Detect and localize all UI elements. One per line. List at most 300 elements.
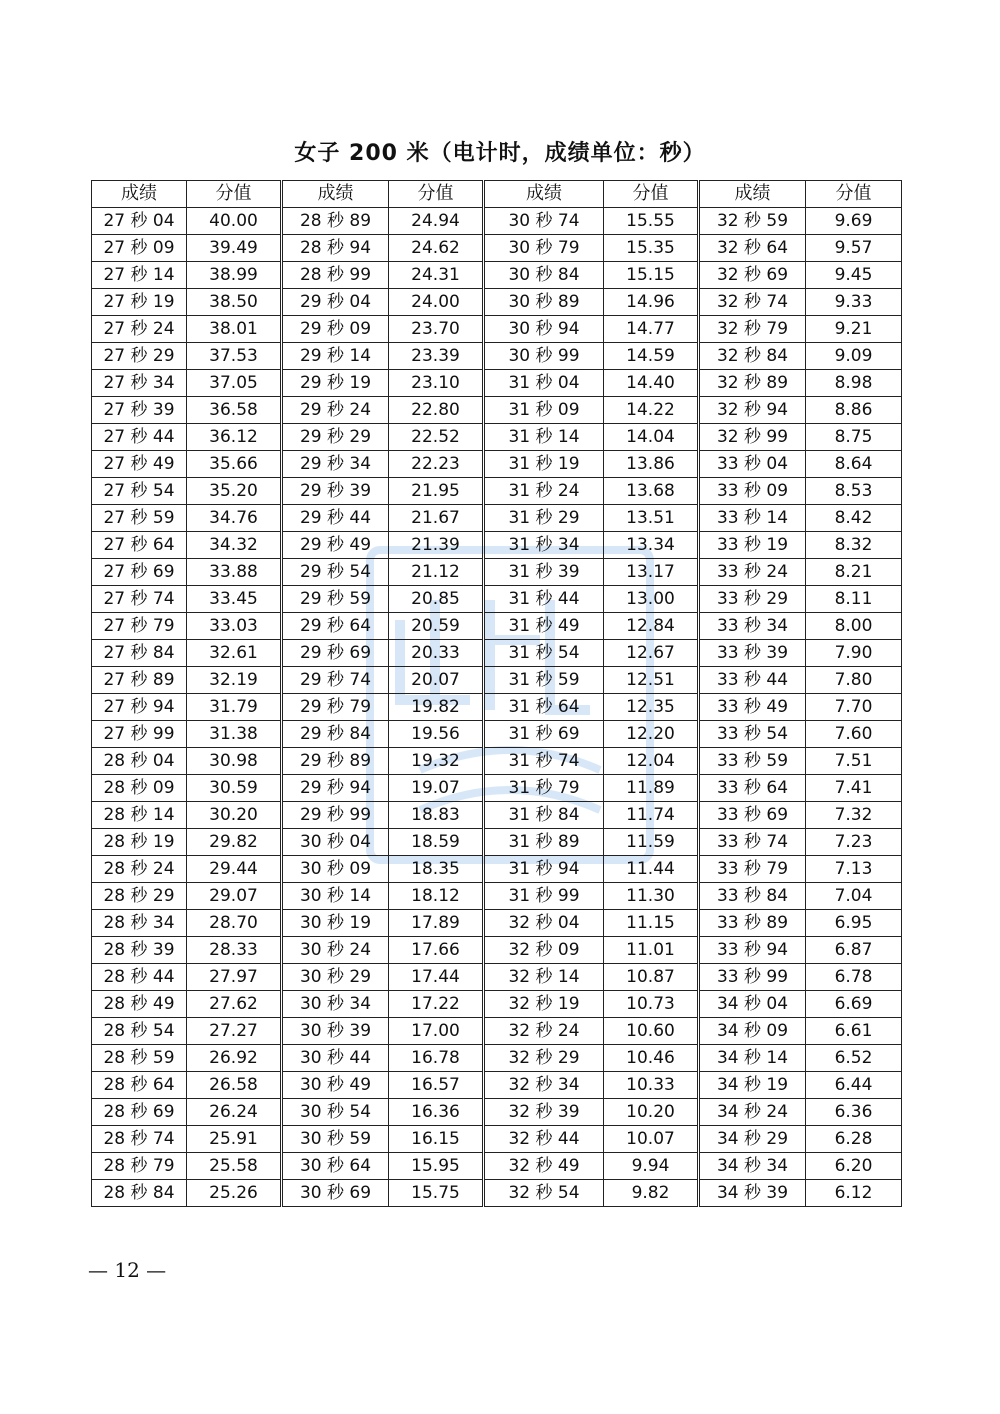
score-cell: 16.15 (389, 1126, 484, 1153)
score-cell: 22.23 (389, 451, 484, 478)
score-cell: 13.51 (604, 505, 699, 532)
time-cell: 34 秒 24 (699, 1099, 806, 1126)
score-cell: 7.04 (806, 883, 902, 910)
time-cell: 33 秒 84 (699, 883, 806, 910)
score-cell: 10.60 (604, 1018, 699, 1045)
score-cell: 14.59 (604, 343, 699, 370)
time-cell: 27 秒 29 (92, 343, 187, 370)
score-cell: 13.68 (604, 478, 699, 505)
time-cell: 32 秒 29 (484, 1045, 604, 1072)
score-cell: 29.82 (187, 829, 282, 856)
time-cell: 28 秒 09 (92, 775, 187, 802)
time-cell: 29 秒 14 (282, 343, 389, 370)
score-cell: 40.00 (187, 208, 282, 235)
time-cell: 31 秒 44 (484, 586, 604, 613)
time-cell: 32 秒 69 (699, 262, 806, 289)
time-cell: 33 秒 24 (699, 559, 806, 586)
time-cell: 29 秒 44 (282, 505, 389, 532)
score-cell: 7.32 (806, 802, 902, 829)
score-cell: 8.32 (806, 532, 902, 559)
score-cell: 15.55 (604, 208, 699, 235)
score-cell: 31.38 (187, 721, 282, 748)
time-cell: 30 秒 19 (282, 910, 389, 937)
table-row (92, 883, 902, 910)
time-cell: 29 秒 89 (282, 748, 389, 775)
time-cell: 33 秒 04 (699, 451, 806, 478)
table-row (92, 1018, 902, 1045)
time-cell: 31 秒 79 (484, 775, 604, 802)
time-cell: 31 秒 24 (484, 478, 604, 505)
score-cell: 22.52 (389, 424, 484, 451)
table-row (92, 937, 902, 964)
score-cell: 32.19 (187, 667, 282, 694)
time-cell: 27 秒 99 (92, 721, 187, 748)
time-cell: 28 秒 99 (282, 262, 389, 289)
time-cell: 29 秒 79 (282, 694, 389, 721)
score-cell: 9.45 (806, 262, 902, 289)
time-cell: 34 秒 04 (699, 991, 806, 1018)
score-cell: 15.15 (604, 262, 699, 289)
score-cell: 13.17 (604, 559, 699, 586)
time-cell: 34 秒 39 (699, 1180, 806, 1207)
table-row (92, 343, 902, 370)
score-cell: 16.57 (389, 1072, 484, 1099)
time-cell: 32 秒 84 (699, 343, 806, 370)
time-cell: 28 秒 79 (92, 1153, 187, 1180)
score-cell: 30.98 (187, 748, 282, 775)
score-cell: 10.20 (604, 1099, 699, 1126)
table-row (92, 1153, 902, 1180)
table-header-row (92, 181, 902, 208)
score-cell: 12.35 (604, 694, 699, 721)
score-cell: 28.70 (187, 910, 282, 937)
header-score: 分值 (187, 181, 282, 208)
table-row (92, 586, 902, 613)
time-cell: 32 秒 34 (484, 1072, 604, 1099)
time-cell: 33 秒 34 (699, 613, 806, 640)
score-cell: 38.01 (187, 316, 282, 343)
score-cell: 39.49 (187, 235, 282, 262)
score-cell: 7.90 (806, 640, 902, 667)
score-cell: 17.00 (389, 1018, 484, 1045)
score-cell: 38.99 (187, 262, 282, 289)
time-cell: 27 秒 74 (92, 586, 187, 613)
table-row (92, 289, 902, 316)
time-cell: 28 秒 39 (92, 937, 187, 964)
time-cell: 31 秒 04 (484, 370, 604, 397)
time-cell: 33 秒 14 (699, 505, 806, 532)
score-cell: 8.86 (806, 397, 902, 424)
score-cell: 35.66 (187, 451, 282, 478)
score-cell: 17.22 (389, 991, 484, 1018)
time-cell: 33 秒 09 (699, 478, 806, 505)
time-cell: 31 秒 14 (484, 424, 604, 451)
time-cell: 28 秒 04 (92, 748, 187, 775)
score-cell: 30.20 (187, 802, 282, 829)
table-row (92, 1045, 902, 1072)
time-cell: 28 秒 89 (282, 208, 389, 235)
table-row (92, 478, 902, 505)
score-cell: 11.30 (604, 883, 699, 910)
score-cell: 7.41 (806, 775, 902, 802)
time-cell: 34 秒 14 (699, 1045, 806, 1072)
table-row (92, 829, 902, 856)
score-cell: 9.82 (604, 1180, 699, 1207)
score-cell: 6.95 (806, 910, 902, 937)
time-cell: 32 秒 04 (484, 910, 604, 937)
table-row (92, 1072, 902, 1099)
table-row (92, 424, 902, 451)
time-cell: 31 秒 54 (484, 640, 604, 667)
score-cell: 11.01 (604, 937, 699, 964)
table-row (92, 748, 902, 775)
score-cell: 36.58 (187, 397, 282, 424)
score-cell: 12.51 (604, 667, 699, 694)
score-cell: 7.23 (806, 829, 902, 856)
score-cell: 30.59 (187, 775, 282, 802)
score-cell: 16.36 (389, 1099, 484, 1126)
table-row (92, 235, 902, 262)
time-cell: 28 秒 24 (92, 856, 187, 883)
table-row (92, 613, 902, 640)
header-score: 分值 (604, 181, 699, 208)
time-cell: 27 秒 14 (92, 262, 187, 289)
score-cell: 25.91 (187, 1126, 282, 1153)
table-row (92, 316, 902, 343)
time-cell: 30 秒 74 (484, 208, 604, 235)
score-cell: 21.67 (389, 505, 484, 532)
score-cell: 8.11 (806, 586, 902, 613)
time-cell: 30 秒 09 (282, 856, 389, 883)
time-cell: 27 秒 49 (92, 451, 187, 478)
score-cell: 18.12 (389, 883, 484, 910)
score-cell: 19.82 (389, 694, 484, 721)
time-cell: 33 秒 19 (699, 532, 806, 559)
score-cell: 21.39 (389, 532, 484, 559)
time-cell: 30 秒 04 (282, 829, 389, 856)
time-cell: 30 秒 24 (282, 937, 389, 964)
score-cell: 17.44 (389, 964, 484, 991)
score-cell: 10.73 (604, 991, 699, 1018)
time-cell: 31 秒 94 (484, 856, 604, 883)
time-cell: 34 秒 29 (699, 1126, 806, 1153)
time-cell: 31 秒 39 (484, 559, 604, 586)
score-cell: 10.46 (604, 1045, 699, 1072)
score-cell: 12.84 (604, 613, 699, 640)
time-cell: 29 秒 29 (282, 424, 389, 451)
score-cell: 9.94 (604, 1153, 699, 1180)
time-cell: 30 秒 94 (484, 316, 604, 343)
time-cell: 32 秒 54 (484, 1180, 604, 1207)
table-row (92, 532, 902, 559)
score-cell: 33.45 (187, 586, 282, 613)
score-cell: 12.67 (604, 640, 699, 667)
time-cell: 29 秒 24 (282, 397, 389, 424)
page-number: — 12 — (88, 1258, 167, 1282)
score-cell: 20.59 (389, 613, 484, 640)
score-cell: 19.32 (389, 748, 484, 775)
score-cell: 6.52 (806, 1045, 902, 1072)
score-cell: 10.07 (604, 1126, 699, 1153)
time-cell: 27 秒 69 (92, 559, 187, 586)
time-cell: 29 秒 64 (282, 613, 389, 640)
time-cell: 28 秒 64 (92, 1072, 187, 1099)
time-cell: 29 秒 34 (282, 451, 389, 478)
score-cell: 34.32 (187, 532, 282, 559)
score-cell: 6.12 (806, 1180, 902, 1207)
time-cell: 33 秒 74 (699, 829, 806, 856)
header-time: 成绩 (282, 181, 389, 208)
score-cell: 15.75 (389, 1180, 484, 1207)
time-cell: 28 秒 69 (92, 1099, 187, 1126)
time-cell: 32 秒 24 (484, 1018, 604, 1045)
score-cell: 28.33 (187, 937, 282, 964)
score-cell: 7.80 (806, 667, 902, 694)
time-cell: 32 秒 59 (699, 208, 806, 235)
time-cell: 34 秒 09 (699, 1018, 806, 1045)
score-cell: 29.44 (187, 856, 282, 883)
table-row (92, 694, 902, 721)
time-cell: 28 秒 34 (92, 910, 187, 937)
time-cell: 32 秒 89 (699, 370, 806, 397)
score-cell: 8.64 (806, 451, 902, 478)
score-cell: 6.61 (806, 1018, 902, 1045)
header-score: 分值 (806, 181, 902, 208)
time-cell: 27 秒 54 (92, 478, 187, 505)
time-cell: 27 秒 44 (92, 424, 187, 451)
time-cell: 33 秒 44 (699, 667, 806, 694)
time-cell: 32 秒 74 (699, 289, 806, 316)
time-cell: 29 秒 49 (282, 532, 389, 559)
score-cell: 24.62 (389, 235, 484, 262)
time-cell: 28 秒 94 (282, 235, 389, 262)
time-cell: 27 秒 09 (92, 235, 187, 262)
time-cell: 29 秒 84 (282, 721, 389, 748)
time-cell: 29 秒 19 (282, 370, 389, 397)
score-cell: 17.89 (389, 910, 484, 937)
table-row (92, 964, 902, 991)
table-row (92, 802, 902, 829)
table-row (92, 775, 902, 802)
score-cell: 13.86 (604, 451, 699, 478)
score-cell: 14.96 (604, 289, 699, 316)
time-cell: 30 秒 29 (282, 964, 389, 991)
score-cell: 17.66 (389, 937, 484, 964)
time-cell: 28 秒 44 (92, 964, 187, 991)
header-score: 分值 (389, 181, 484, 208)
time-cell: 31 秒 99 (484, 883, 604, 910)
table-row (92, 640, 902, 667)
score-cell: 20.85 (389, 586, 484, 613)
score-cell: 18.59 (389, 829, 484, 856)
time-cell: 32 秒 49 (484, 1153, 604, 1180)
score-cell: 37.53 (187, 343, 282, 370)
time-cell: 30 秒 79 (484, 235, 604, 262)
score-cell: 23.39 (389, 343, 484, 370)
time-cell: 28 秒 84 (92, 1180, 187, 1207)
time-cell: 30 秒 89 (484, 289, 604, 316)
score-cell: 27.27 (187, 1018, 282, 1045)
time-cell: 31 秒 89 (484, 829, 604, 856)
score-cell: 27.62 (187, 991, 282, 1018)
time-cell: 32 秒 09 (484, 937, 604, 964)
score-cell: 14.77 (604, 316, 699, 343)
time-cell: 27 秒 89 (92, 667, 187, 694)
table-row (92, 910, 902, 937)
score-cell: 34.76 (187, 505, 282, 532)
time-cell: 34 秒 34 (699, 1153, 806, 1180)
score-cell: 10.87 (604, 964, 699, 991)
score-cell: 25.26 (187, 1180, 282, 1207)
time-cell: 33 秒 69 (699, 802, 806, 829)
time-cell: 30 秒 54 (282, 1099, 389, 1126)
score-table (91, 180, 902, 1207)
score-cell: 9.33 (806, 289, 902, 316)
time-cell: 32 秒 99 (699, 424, 806, 451)
time-cell: 31 秒 29 (484, 505, 604, 532)
score-cell: 24.00 (389, 289, 484, 316)
score-cell: 8.00 (806, 613, 902, 640)
score-cell: 7.51 (806, 748, 902, 775)
table-row (92, 1180, 902, 1207)
time-cell: 27 秒 24 (92, 316, 187, 343)
time-cell: 32 秒 19 (484, 991, 604, 1018)
time-cell: 27 秒 34 (92, 370, 187, 397)
score-cell: 24.94 (389, 208, 484, 235)
time-cell: 27 秒 19 (92, 289, 187, 316)
time-cell: 31 秒 09 (484, 397, 604, 424)
time-cell: 28 秒 49 (92, 991, 187, 1018)
time-cell: 30 秒 34 (282, 991, 389, 1018)
score-cell: 6.78 (806, 964, 902, 991)
score-cell: 13.00 (604, 586, 699, 613)
score-cell: 15.95 (389, 1153, 484, 1180)
score-cell: 6.87 (806, 937, 902, 964)
time-cell: 31 秒 19 (484, 451, 604, 478)
time-cell: 27 秒 79 (92, 613, 187, 640)
time-cell: 27 秒 94 (92, 694, 187, 721)
time-cell: 33 秒 54 (699, 721, 806, 748)
score-cell: 11.89 (604, 775, 699, 802)
header-time: 成绩 (699, 181, 806, 208)
score-cell: 14.04 (604, 424, 699, 451)
score-cell: 37.05 (187, 370, 282, 397)
time-cell: 30 秒 59 (282, 1126, 389, 1153)
table-row (92, 856, 902, 883)
score-cell: 11.44 (604, 856, 699, 883)
score-cell: 12.04 (604, 748, 699, 775)
score-cell: 6.28 (806, 1126, 902, 1153)
time-cell: 29 秒 59 (282, 586, 389, 613)
time-cell: 28 秒 54 (92, 1018, 187, 1045)
time-cell: 32 秒 79 (699, 316, 806, 343)
score-cell: 8.42 (806, 505, 902, 532)
time-cell: 32 秒 39 (484, 1099, 604, 1126)
score-cell: 10.33 (604, 1072, 699, 1099)
time-cell: 31 秒 59 (484, 667, 604, 694)
time-cell: 31 秒 69 (484, 721, 604, 748)
time-cell: 27 秒 04 (92, 208, 187, 235)
time-cell: 32 秒 64 (699, 235, 806, 262)
time-cell: 29 秒 39 (282, 478, 389, 505)
score-cell: 19.07 (389, 775, 484, 802)
time-cell: 30 秒 14 (282, 883, 389, 910)
score-cell: 26.58 (187, 1072, 282, 1099)
time-cell: 33 秒 79 (699, 856, 806, 883)
score-cell: 35.20 (187, 478, 282, 505)
score-cell: 7.13 (806, 856, 902, 883)
score-cell: 36.12 (187, 424, 282, 451)
page-title: 女子 200 米（电计时，成绩单位：秒） (294, 141, 706, 166)
score-cell: 9.21 (806, 316, 902, 343)
table-row (92, 667, 902, 694)
time-cell: 31 秒 84 (484, 802, 604, 829)
time-cell: 31 秒 49 (484, 613, 604, 640)
time-cell: 30 秒 44 (282, 1045, 389, 1072)
score-cell: 8.98 (806, 370, 902, 397)
score-cell: 7.70 (806, 694, 902, 721)
time-cell: 30 秒 69 (282, 1180, 389, 1207)
table-row (92, 1099, 902, 1126)
time-cell: 30 秒 84 (484, 262, 604, 289)
time-cell: 29 秒 94 (282, 775, 389, 802)
score-cell: 20.33 (389, 640, 484, 667)
score-cell: 6.20 (806, 1153, 902, 1180)
table-row (92, 208, 902, 235)
score-cell: 38.50 (187, 289, 282, 316)
time-cell: 29 秒 74 (282, 667, 389, 694)
table-row (92, 1126, 902, 1153)
score-cell: 18.83 (389, 802, 484, 829)
table-row (92, 370, 902, 397)
time-cell: 30 秒 49 (282, 1072, 389, 1099)
score-cell: 22.80 (389, 397, 484, 424)
score-cell: 8.53 (806, 478, 902, 505)
score-cell: 7.60 (806, 721, 902, 748)
time-cell: 33 秒 94 (699, 937, 806, 964)
table-row (92, 991, 902, 1018)
score-cell: 15.35 (604, 235, 699, 262)
score-cell: 11.15 (604, 910, 699, 937)
score-cell: 11.74 (604, 802, 699, 829)
time-cell: 33 秒 64 (699, 775, 806, 802)
score-cell: 23.10 (389, 370, 484, 397)
time-cell: 31 秒 34 (484, 532, 604, 559)
score-cell: 6.44 (806, 1072, 902, 1099)
time-cell: 33 秒 89 (699, 910, 806, 937)
time-cell: 30 秒 39 (282, 1018, 389, 1045)
score-cell: 8.21 (806, 559, 902, 586)
score-cell: 27.97 (187, 964, 282, 991)
score-cell: 14.40 (604, 370, 699, 397)
time-cell: 33 秒 49 (699, 694, 806, 721)
score-cell: 33.88 (187, 559, 282, 586)
time-cell: 29 秒 69 (282, 640, 389, 667)
score-cell: 23.70 (389, 316, 484, 343)
table-row (92, 397, 902, 424)
time-cell: 31 秒 64 (484, 694, 604, 721)
table-row (92, 262, 902, 289)
score-cell: 9.69 (806, 208, 902, 235)
time-cell: 27 秒 84 (92, 640, 187, 667)
score-cell: 14.22 (604, 397, 699, 424)
score-cell: 11.59 (604, 829, 699, 856)
time-cell: 27 秒 64 (92, 532, 187, 559)
header-time: 成绩 (484, 181, 604, 208)
time-cell: 33 秒 29 (699, 586, 806, 613)
time-cell: 32 秒 14 (484, 964, 604, 991)
time-cell: 28 秒 19 (92, 829, 187, 856)
